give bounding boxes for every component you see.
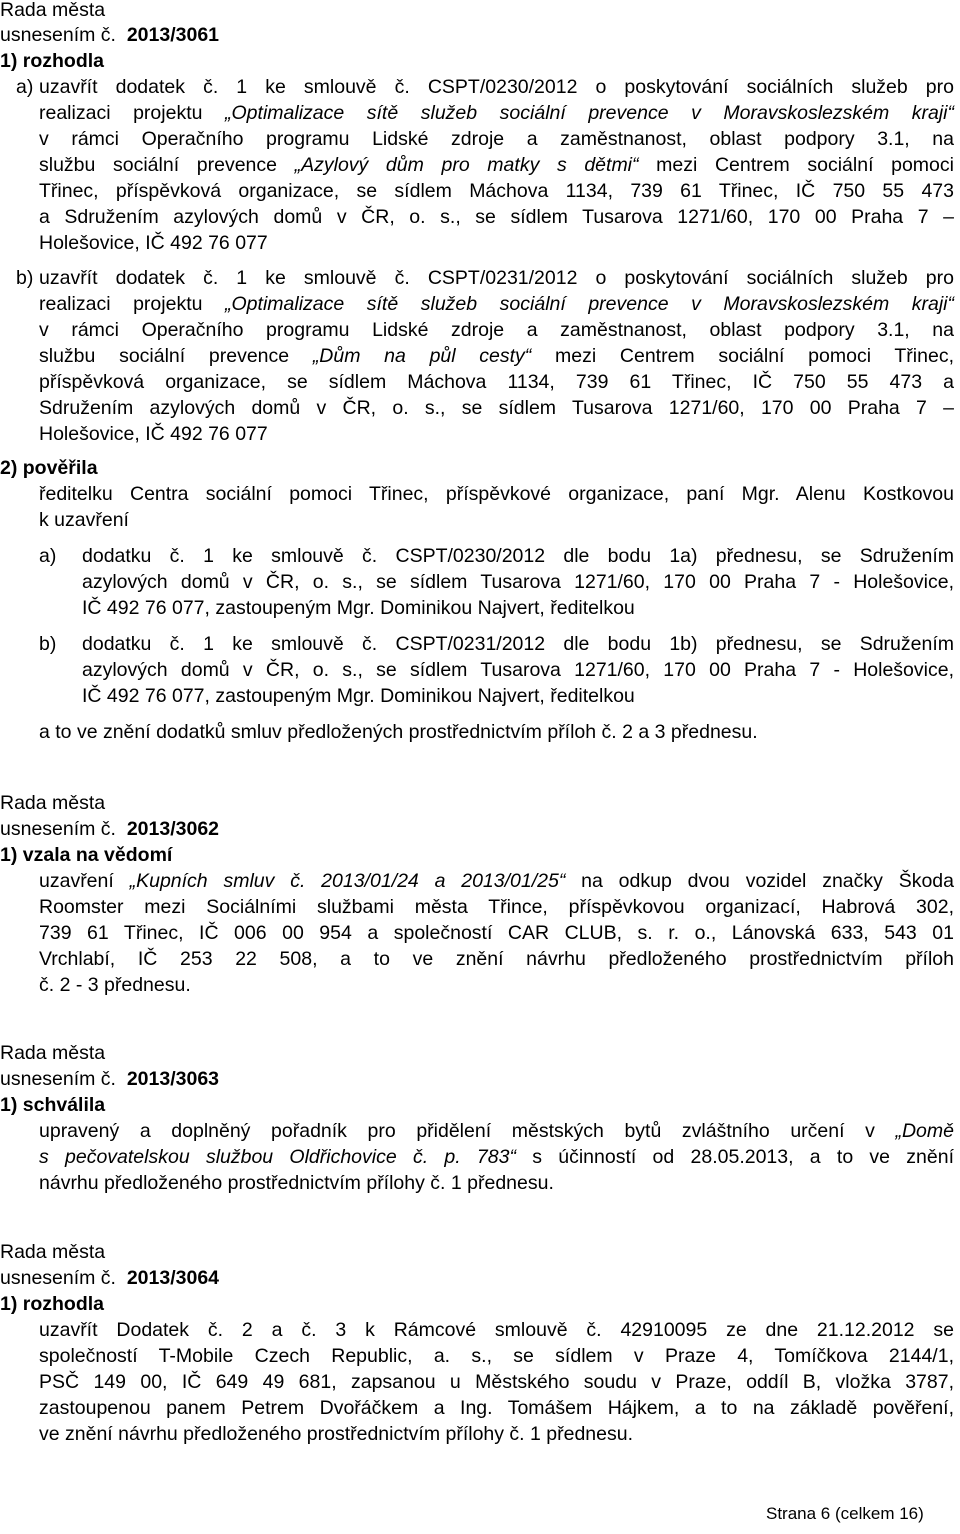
point-verb: vzala na vědomí xyxy=(22,844,173,866)
resolution-number-line xyxy=(0,816,219,842)
text-line: návrhu předloženého prostřednictvím přílohy č. 1 přednesu. xyxy=(39,1172,554,1194)
text-line: Holešovice, IČ 492 76 077 xyxy=(39,232,268,254)
council-heading: Rada města xyxy=(0,792,106,814)
council-heading: Rada města xyxy=(0,1042,106,1064)
text-line: ve znění návrhu předloženého prostřednictvím přílohy č. 1 přednesu. xyxy=(39,1423,634,1445)
subpoint-label: a) xyxy=(39,545,57,567)
council-heading: Rada města xyxy=(0,0,106,21)
text-line: v rámci Operačního programu Lidské zdroje a zaměstnanost, oblast podpory 3.1, na xyxy=(39,128,954,150)
resolution-number-line xyxy=(0,22,219,48)
resolution-number-line xyxy=(0,1066,219,1092)
text-line: Vrchlabí, IČ 253 22 508, a to ve znění návrhu předloženého prostřednictvím příloh xyxy=(39,948,954,970)
resolution-number-line xyxy=(0,1265,219,1291)
text-line: azylových domů v ČR, o. s., se sídlem Tusarova 1271/60, 170 00 Praha 7 - Holešovice, xyxy=(82,571,954,593)
point-heading xyxy=(0,1092,105,1118)
point-verb: schválila xyxy=(22,1094,106,1116)
resolution-label: usnesením č. xyxy=(0,818,116,840)
subpoint-label: a) xyxy=(16,76,34,98)
point-verb: rozhodla xyxy=(22,1293,105,1315)
text-line: realizaci projektu „Optimalizace sítě služeb sociální prevence v Moravskoslezském kraji“ xyxy=(39,102,955,124)
text-line: azylových domů v ČR, o. s., se sídlem Tusarova 1271/60, 170 00 Praha 7 - Holešovice, xyxy=(82,659,954,681)
text-line: příspěvková organizace, se sídlem Máchova 1134, 739 61 Třinec, IČ 750 55 473 a xyxy=(39,371,954,393)
resolution-number: 2013/3064 xyxy=(126,1267,220,1289)
text-line: dodatku č. 1 ke smlouvě č. CSPT/0230/2012 dle bodu 1a) přednesu, se Sdružením xyxy=(82,545,954,567)
subpoint-label: b) xyxy=(39,633,57,655)
closing-text: a to ve znění dodatků smluv předložených prostřednictvím příloh č. 2 a 3 přednesu. xyxy=(39,721,758,743)
text-line: Třinec, příspěvková organizace, se sídlem Máchova 1134, 739 61 Třinec, IČ 750 55 473 xyxy=(39,180,954,202)
text-line: upravený a doplněný pořadník pro přidělení městských bytů zvláštního určení v „Domě xyxy=(39,1120,954,1142)
point-heading xyxy=(0,455,98,481)
text-line: uzavření „Kupních smluv č. 2013/01/24 a 2013/01/25“ na odkup dvou vozidel značky Škoda xyxy=(39,870,954,892)
point-number: 1) xyxy=(0,50,18,72)
point-verb: pověřila xyxy=(22,457,98,479)
text-line: zastoupenou panem Petrem Dvořáčkem a Ing. Tomášem Hájkem, a to na základě pověření, xyxy=(39,1397,954,1419)
resolution-label: usnesením č. xyxy=(0,1068,116,1090)
point-verb: rozhodla xyxy=(22,50,105,72)
text-line: společností T-Mobile Czech Republic, a. s., se sídlem v Praze 4, Tomíčkova 2144/1, xyxy=(39,1345,954,1367)
text-line: 739 61 Třinec, IČ 006 00 954 a společností CAR CLUB, s. r. o., Lánovská 633, 543 01 xyxy=(39,922,954,944)
text-line: ředitelku Centra sociální pomoci Třinec, příspěvkové organizace, paní Mgr. Alenu Kostkovou xyxy=(39,483,954,505)
council-heading: Rada města xyxy=(0,1241,106,1263)
point-heading xyxy=(0,1291,104,1317)
text-line: dodatku č. 1 ke smlouvě č. CSPT/0231/2012 dle bodu 1b) přednesu, se Sdružením xyxy=(82,633,954,655)
point-number: 1) xyxy=(0,1293,18,1315)
point-heading xyxy=(0,48,104,74)
text-line: č. 2 - 3 přednesu. xyxy=(39,974,191,996)
resolution-label: usnesením č. xyxy=(0,1267,116,1289)
subpoint-label: b) xyxy=(16,267,34,289)
resolution-number: 2013/3063 xyxy=(126,1068,220,1090)
text-line: uzavřít dodatek č. 1 ke smlouvě č. CSPT/0231/2012 o poskytování sociálních služeb pro xyxy=(39,267,954,289)
text-line: uzavřít Dodatek č. 2 a č. 3 k Rámcové smlouvě č. 42910095 ze dne 21.12.2012 se xyxy=(39,1319,954,1341)
resolution-label: usnesením č. xyxy=(0,24,116,46)
text-line: PSČ 149 00, IČ 649 49 681, zapsanou u Městského soudu v Praze, oddíl B, vložka 3787, xyxy=(39,1371,954,1393)
text-line: realizaci projektu „Optimalizace sítě služeb sociální prevence v Moravskoslezském kraji“ xyxy=(39,293,955,315)
text-line: službu sociální prevence „Azylový dům pro matky s dětmi“ mezi Centrem sociální pomoci xyxy=(39,154,954,176)
point-heading xyxy=(0,842,172,868)
resolution-number: 2013/3061 xyxy=(126,24,220,46)
text-line: Roomster mezi Sociálními službami města Třince, příspěvkovou organizací, Habrová 302, xyxy=(39,896,954,918)
point-number: 1) xyxy=(0,844,18,866)
page-footer: Strana 6 (celkem 16) xyxy=(766,1504,924,1523)
resolution-number: 2013/3062 xyxy=(126,818,220,840)
text-line: a Sdružením azylových domů v ČR, o. s., se sídlem Tusarova 1271/60, 170 00 Praha 7 – xyxy=(39,206,954,228)
text-line: IČ 492 76 077, zastoupeným Mgr. Dominikou Najvert, ředitelkou xyxy=(82,685,635,707)
text-line: IČ 492 76 077, zastoupeným Mgr. Dominikou Najvert, ředitelkou xyxy=(82,597,635,619)
text-line: v rámci Operačního programu Lidské zdroje a zaměstnanost, oblast podpory 3.1, na xyxy=(39,319,954,341)
point-number: 2) xyxy=(0,457,18,479)
text-line: Holešovice, IČ 492 76 077 xyxy=(39,423,268,445)
point-number: 1) xyxy=(0,1094,18,1116)
text-line: uzavřít dodatek č. 1 ke smlouvě č. CSPT/0230/2012 o poskytování sociálních služeb pro xyxy=(39,76,954,98)
text-line: s pečovatelskou službou Oldřichovice č. p. 783“ s účinností od 28.05.2013, a to ve znění xyxy=(39,1146,954,1168)
text-line: Sdružením azylových domů v ČR, o. s., se sídlem Tusarova 1271/60, 170 00 Praha 7 – xyxy=(39,397,954,419)
text-line: k uzavření xyxy=(39,509,129,531)
text-line: službu sociální prevence „Dům na půl cesty“ mezi Centrem sociální pomoci Třinec, xyxy=(39,345,954,367)
